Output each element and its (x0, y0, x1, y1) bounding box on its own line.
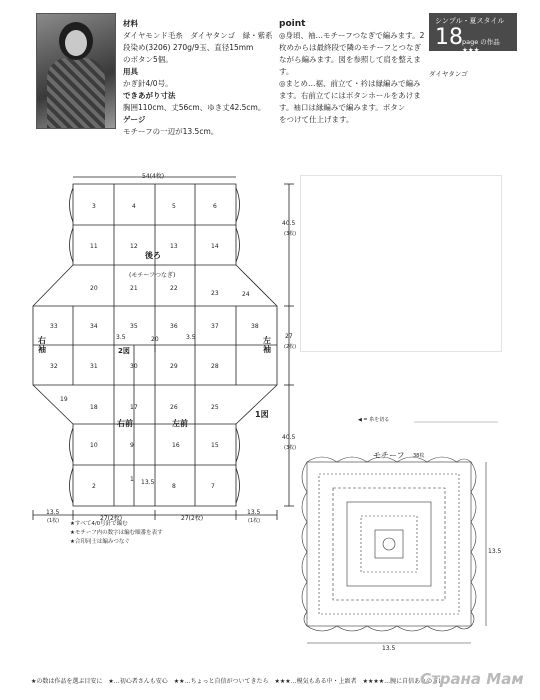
point-line: ながら編みます。図を参照して肩を整えます。 (279, 55, 421, 76)
left-front-label: 左前 (172, 419, 188, 428)
motif-count: 38枚 (413, 453, 425, 459)
tools-heading: 用具 (123, 67, 138, 76)
materials-line: 段染め(3206) 270g/9玉、直径15mm (123, 43, 254, 52)
band-dim: 13.5 (141, 479, 155, 486)
materials-line: ダイヤモンド毛糸 ダイヤタンゴ 緑・紫系 (123, 31, 273, 40)
motif-number: 20 (90, 285, 98, 292)
motif-number: 12 (130, 243, 138, 250)
yarn-label: ダイヤタンゴ (429, 70, 468, 78)
neck-dim: 3.5 (116, 334, 126, 341)
motif-number: 34 (90, 323, 98, 330)
motif-side-dim: 13.5 (488, 548, 502, 555)
motif-number: 38 (251, 323, 259, 330)
motif-number: 6 (213, 203, 217, 210)
motif-number: 17 (130, 404, 138, 411)
top-width: 54(4枚) (142, 173, 165, 180)
motif-number: 7 (211, 483, 215, 490)
joining-label: (モチーフつなぎ) (129, 272, 176, 279)
materials-heading: 材料 (123, 19, 138, 28)
motif-number: 19 (60, 396, 68, 403)
right-dim: (3枚) (284, 231, 297, 237)
right-sleeve-label: 右袖 (38, 336, 46, 354)
watermark: Страна Мам (420, 670, 524, 688)
note-line: ★モチーフ内の数字は編む順番を表す (70, 530, 163, 536)
motif-bottom-dim: 13.5 (382, 645, 396, 652)
motif-number: 11 (90, 243, 98, 250)
note-line: ★すべて4/0号針で編む (70, 521, 128, 527)
figure-1-label: 1図 (255, 410, 269, 419)
motif-number: 28 (211, 363, 219, 370)
motif-number: 15 (211, 442, 219, 449)
motif-number: 30 (130, 363, 138, 370)
bottom-dim: 27(2枚) (100, 515, 123, 522)
yarn-cut-legend: ◀ = 糸を切る (358, 417, 390, 423)
motif-number: 26 (170, 404, 178, 411)
right-front-label: 右前 (117, 419, 133, 428)
motif-number: 9 (130, 442, 134, 449)
motif-number: 24 (242, 291, 250, 298)
bottom-dim: 13.5 (247, 509, 261, 516)
size-text: 胸囲110cm、丈56cm、ゆき丈42.5cm。 (123, 103, 266, 112)
motif-number: 4 (132, 203, 136, 210)
motif-number: 13 (170, 243, 178, 250)
size-heading: できあがり寸法 (123, 91, 176, 100)
motif-number: 14 (211, 243, 219, 250)
badge-number: 18 (435, 25, 463, 50)
bottom-dim: 27(2枚) (181, 515, 204, 522)
motif-number: 32 (50, 363, 58, 370)
badge-category: シンプル・夏スタイル (435, 17, 505, 25)
point-line: ◎まとめ…裾、前立て・衿は縁編みで編み (279, 79, 421, 88)
bottom-dim: 13.5 (46, 509, 60, 516)
point-heading: point (279, 19, 306, 29)
motif-number: 25 (211, 404, 219, 411)
point-line: 枚めからは最終段で隣のモチーフとつなぎ (279, 43, 421, 52)
back-label: 後ろ (145, 251, 161, 260)
motif-number: 33 (50, 323, 58, 330)
difficulty-legend: ★の数は作品を選ぶ目安に ★…初心者さんも安心 ★★…ちょっと自信がついてきたら ★★★…模気もある中・上級者 ★★★★…腕に自信ありの方に (31, 678, 445, 685)
motif-number: 21 (130, 285, 138, 292)
motif-number: 5 (172, 203, 176, 210)
motif-number: 2 (92, 483, 96, 490)
bottom-dim: (1枚) (47, 518, 60, 524)
motif-number: 31 (90, 363, 98, 370)
right-dim: 40.5 (282, 220, 296, 227)
motif-number: 29 (170, 363, 178, 370)
motif-number: 36 (170, 323, 178, 330)
notes-block (70, 520, 163, 547)
right-dim: (2枚) (284, 344, 297, 350)
bottom-dim: (1枚) (248, 518, 261, 524)
motif-number: 35 (130, 323, 138, 330)
right-dim: (3枚) (284, 445, 297, 451)
neck-dim: 3.5 (186, 334, 196, 341)
point-line: ます。右前立てにはボタンホールをあけま (279, 91, 421, 100)
materials-line: のボタン5個。 (123, 55, 173, 64)
motif-number: 8 (172, 483, 176, 490)
figure-2-label: 2図 (118, 347, 130, 355)
motif-number: 18 (90, 404, 98, 411)
right-dim: 40.5 (282, 434, 296, 441)
point-line: ◎身頃、袖…モチーフつなぎで編みます。2 (279, 31, 425, 40)
right-dim: 27 (285, 333, 293, 340)
motif-number: 3 (92, 203, 96, 210)
motif-number: 23 (211, 290, 219, 297)
point-line: す。袖口は縁編みで編みます。ボタン (279, 103, 406, 112)
gauge-heading: ゲージ (123, 115, 146, 124)
motif-number: 22 (170, 285, 178, 292)
motif-title: モチーフ (373, 451, 405, 460)
gauge-text: モチーフの一辺が13.5cm。 (123, 127, 219, 136)
motif-number: 37 (211, 323, 219, 330)
motif-number: 1 (130, 476, 134, 483)
motif-number: 16 (172, 442, 180, 449)
badge-page: page の作品 ★★★ (462, 38, 500, 54)
note-line: ★合印同士は編みつなぐ (70, 539, 130, 545)
neck-dim: 20 (151, 336, 159, 343)
point-line: をつけて仕上げます。 (279, 115, 354, 124)
tools-text: かぎ針4/0号。 (123, 79, 173, 88)
left-sleeve-label: 左袖 (263, 336, 271, 354)
motif-number: 10 (90, 442, 98, 449)
